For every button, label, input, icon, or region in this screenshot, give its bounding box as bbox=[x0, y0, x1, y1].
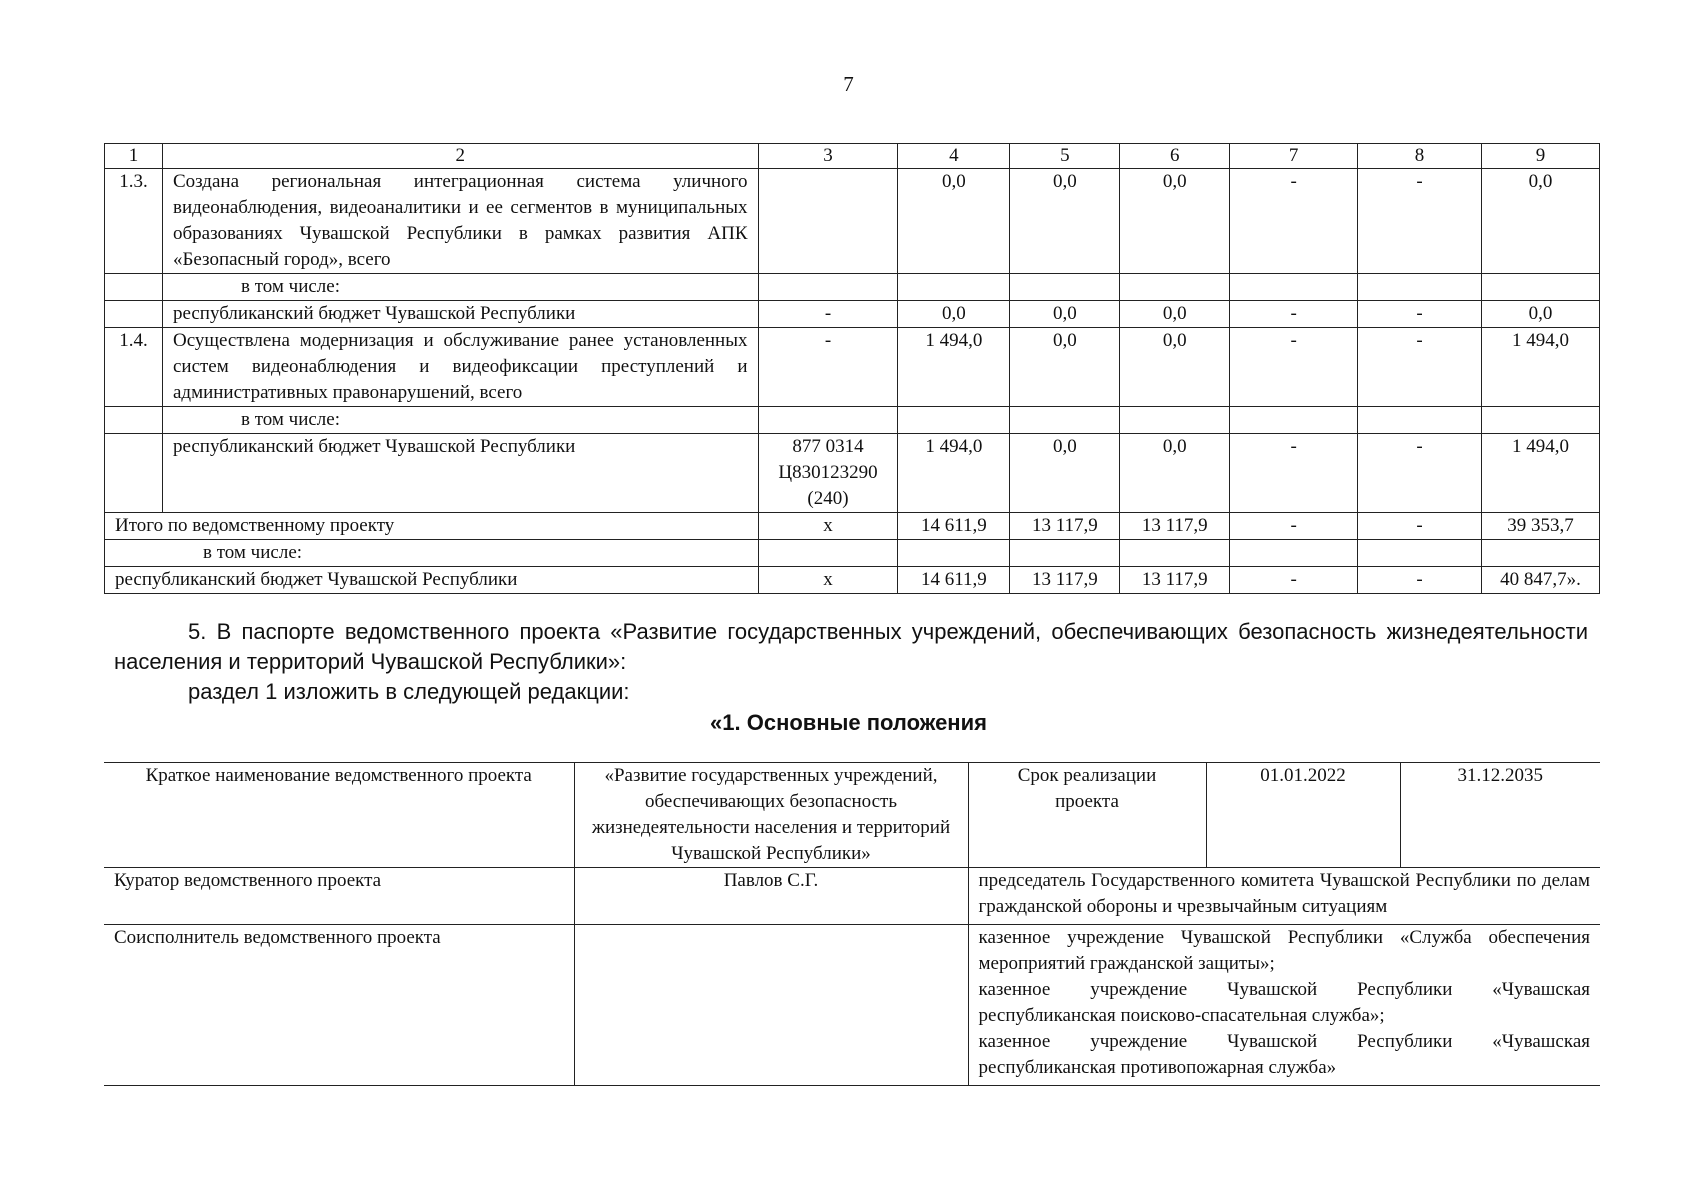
header-col-3: 3 bbox=[758, 144, 898, 169]
empty-cell bbox=[1358, 274, 1482, 301]
row-name: Создана региональная интеграционная система уличного видеонаблюдения, видеоаналитики и ее сегментов в муниципальных образованиях Чувашской Республики в рамках развития АПК «Безопасный город», всего bbox=[162, 169, 758, 274]
row-value-8: - bbox=[1358, 169, 1482, 274]
empty-cell bbox=[758, 407, 898, 434]
empty-cell bbox=[1481, 407, 1599, 434]
coexecutor-item: казенное учреждение Чувашской Республики «Чувашская республиканская поисково-спасательная служба»; bbox=[978, 979, 1590, 1026]
row-subtitle: в том числе: bbox=[162, 407, 758, 434]
empty-cell bbox=[1358, 540, 1482, 567]
row-value-6: 0,0 bbox=[1120, 328, 1230, 407]
row-name: Осуществлена модернизация и обслуживание ранее установленных систем видеонаблюдения и видеофиксации преступлений и административных правонарушений, всего bbox=[162, 328, 758, 407]
empty-cell bbox=[1010, 274, 1120, 301]
empty-cell bbox=[105, 301, 163, 328]
row-code: - bbox=[758, 301, 898, 328]
empty-cell bbox=[898, 407, 1010, 434]
row-name: республиканский бюджет Чувашской Республики bbox=[162, 301, 758, 328]
row-subtitle: в том числе: bbox=[162, 274, 758, 301]
row-value-7: - bbox=[1230, 301, 1358, 328]
row-value-6: 13 117,9 bbox=[1120, 513, 1230, 540]
header-col-9: 9 bbox=[1481, 144, 1599, 169]
empty-cell bbox=[1230, 407, 1358, 434]
empty-cell bbox=[105, 274, 163, 301]
row-code: x bbox=[758, 513, 898, 540]
empty-cell bbox=[1230, 274, 1358, 301]
table-row bbox=[105, 274, 1600, 301]
paragraph-section: раздел 1 изложить в следующей редакции: bbox=[188, 679, 630, 704]
row-value-4: 1 494,0 bbox=[898, 434, 1010, 513]
empty-cell bbox=[1230, 540, 1358, 567]
project-name-label: Краткое наименование ведомственного проекта bbox=[104, 763, 574, 868]
header-col-8: 8 bbox=[1358, 144, 1482, 169]
row-value-7: - bbox=[1230, 513, 1358, 540]
passport-row-coexecutor bbox=[104, 925, 1600, 1086]
row-value-6: 0,0 bbox=[1120, 301, 1230, 328]
table-row bbox=[105, 301, 1600, 328]
code-line: Ц830123290 bbox=[778, 462, 878, 483]
row-value-5: 0,0 bbox=[1010, 328, 1120, 407]
header-col-2: 2 bbox=[162, 144, 758, 169]
row-value-5: 0,0 bbox=[1010, 301, 1120, 328]
table-row bbox=[105, 540, 1600, 567]
table-row bbox=[105, 169, 1600, 274]
row-value-8: - bbox=[1358, 567, 1482, 594]
term-start: 01.01.2022 bbox=[1206, 763, 1400, 868]
table-row bbox=[105, 328, 1600, 407]
row-value-4: 0,0 bbox=[898, 301, 1010, 328]
term-label: Срок реализации проекта bbox=[968, 763, 1206, 868]
code-line: (240) bbox=[807, 488, 849, 509]
code-line: 877 0314 bbox=[792, 436, 864, 457]
row-value-5: 13 117,9 bbox=[1010, 513, 1120, 540]
row-value-5: 13 117,9 bbox=[1010, 567, 1120, 594]
row-value-4: 14 611,9 bbox=[898, 513, 1010, 540]
row-code bbox=[758, 434, 898, 513]
row-value-7: - bbox=[1230, 567, 1358, 594]
row-value-8: - bbox=[1358, 513, 1482, 540]
row-value-5: 0,0 bbox=[1010, 434, 1120, 513]
passport-table bbox=[104, 762, 1600, 1086]
curator-label: Куратор ведомственного проекта bbox=[104, 868, 574, 925]
row-value-9: 39 353,7 bbox=[1481, 513, 1599, 540]
empty-cell bbox=[898, 274, 1010, 301]
empty-cell bbox=[1481, 540, 1599, 567]
header-col-4: 4 bbox=[898, 144, 1010, 169]
header-col-1: 1 bbox=[105, 144, 163, 169]
term-end: 31.12.2035 bbox=[1400, 763, 1600, 868]
row-number: 1.3. bbox=[105, 169, 163, 274]
header-col-6: 6 bbox=[1120, 144, 1230, 169]
budget-table bbox=[104, 143, 1600, 594]
table-row-total bbox=[105, 513, 1600, 540]
project-name-value: «Развитие государственных учреждений, обеспечивающих безопасность жизнедеятельности населения и территорий Чувашской Республики» bbox=[574, 763, 968, 868]
empty-cell bbox=[1481, 274, 1599, 301]
page-number: 7 bbox=[843, 72, 854, 96]
header-col-7: 7 bbox=[1230, 144, 1358, 169]
row-value-9: 0,0 bbox=[1481, 301, 1599, 328]
row-value-6: 0,0 bbox=[1120, 169, 1230, 274]
row-value-8: - bbox=[1358, 434, 1482, 513]
coexecutor-item: казенное учреждение Чувашской Республики «Чувашская республиканская противопожарная служба» bbox=[978, 1031, 1590, 1078]
row-name: Итого по ведомственному проекту bbox=[105, 513, 759, 540]
empty-cell bbox=[1010, 540, 1120, 567]
empty-cell bbox=[1010, 407, 1120, 434]
empty-cell bbox=[758, 540, 898, 567]
row-code: x bbox=[758, 567, 898, 594]
header-col-5: 5 bbox=[1010, 144, 1120, 169]
row-value-9: 1 494,0 bbox=[1481, 434, 1599, 513]
coexecutor-value bbox=[574, 925, 968, 1086]
row-value-8: - bbox=[1358, 328, 1482, 407]
row-value-9: 1 494,0 bbox=[1481, 328, 1599, 407]
row-value-7: - bbox=[1230, 434, 1358, 513]
row-number: 1.4. bbox=[105, 328, 163, 407]
table-row bbox=[105, 434, 1600, 513]
row-name: республиканский бюджет Чувашской Республики bbox=[105, 567, 759, 594]
row-value-6: 13 117,9 bbox=[1120, 567, 1230, 594]
row-name: республиканский бюджет Чувашской Республики bbox=[162, 434, 758, 513]
coexecutor-label: Соисполнитель ведомственного проекта bbox=[104, 925, 574, 1086]
row-value-9: 0,0 bbox=[1481, 169, 1599, 274]
row-value-4: 1 494,0 bbox=[898, 328, 1010, 407]
empty-cell bbox=[758, 274, 898, 301]
row-value-7: - bbox=[1230, 169, 1358, 274]
curator-position: председатель Государственного комитета Чувашской Республики по делам гражданской обороны и чрезвычайным ситуациям bbox=[968, 868, 1600, 925]
section-heading: «1. Основные положения bbox=[710, 710, 987, 735]
passport-row-curator bbox=[104, 868, 1600, 925]
row-value-8: - bbox=[1358, 301, 1482, 328]
row-value-4: 14 611,9 bbox=[898, 567, 1010, 594]
row-value-9: 40 847,7». bbox=[1481, 567, 1599, 594]
budget-header-row bbox=[105, 144, 1600, 169]
empty-cell bbox=[1358, 407, 1482, 434]
empty-cell bbox=[1120, 407, 1230, 434]
empty-cell bbox=[898, 540, 1010, 567]
empty-cell bbox=[1120, 540, 1230, 567]
row-code bbox=[758, 169, 898, 274]
empty-cell bbox=[1120, 274, 1230, 301]
table-row bbox=[105, 567, 1600, 594]
row-value-5: 0,0 bbox=[1010, 169, 1120, 274]
table-row bbox=[105, 407, 1600, 434]
row-value-7: - bbox=[1230, 328, 1358, 407]
coexecutor-item: казенное учреждение Чувашской Республики «Служба обеспечения мероприятий гражданской защиты»; bbox=[978, 927, 1590, 974]
empty-cell bbox=[105, 407, 163, 434]
row-value-6: 0,0 bbox=[1120, 434, 1230, 513]
row-value-4: 0,0 bbox=[898, 169, 1010, 274]
curator-name: Павлов С.Г. bbox=[574, 868, 968, 925]
coexecutor-list bbox=[968, 925, 1600, 1086]
row-subtitle: в том числе: bbox=[105, 540, 759, 567]
passport-row-name bbox=[104, 763, 1600, 868]
empty-cell bbox=[105, 434, 163, 513]
row-code: - bbox=[758, 328, 898, 407]
paragraph-5: 5. В паспорте ведомственного проекта «Развитие государственных учреждений, обеспечивающих безопасность жизнедеятельности населения и территорий Чувашской Республики»: bbox=[114, 619, 1588, 674]
